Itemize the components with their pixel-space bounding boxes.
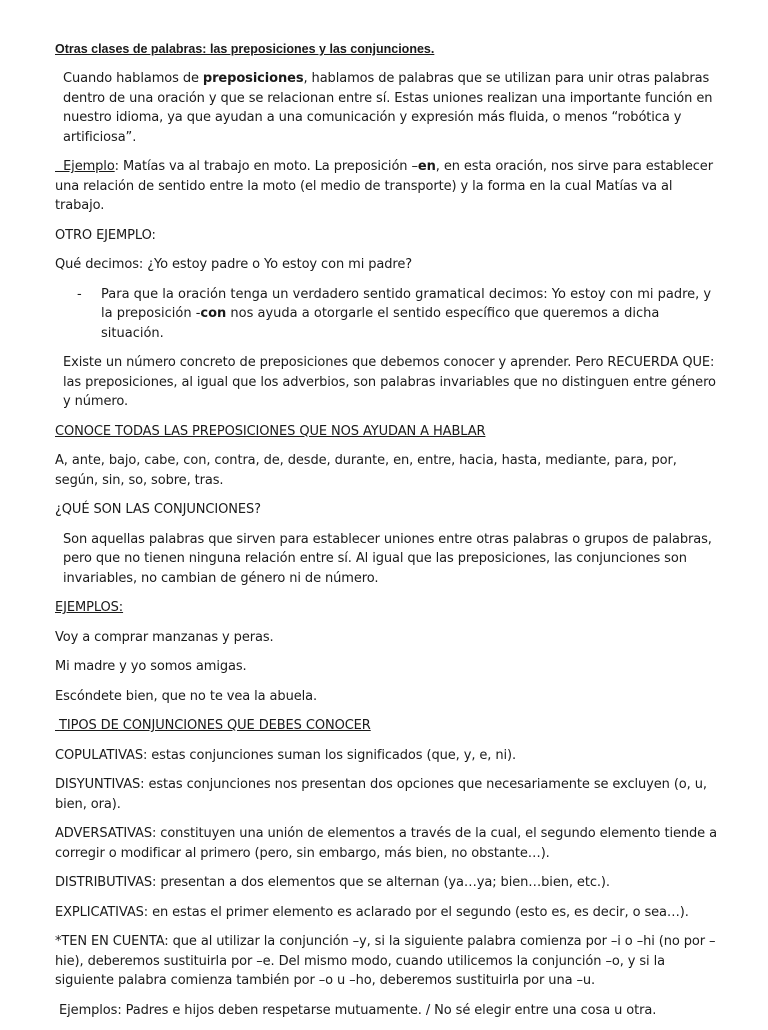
intro-text-pre: Cuando hablamos de <box>63 71 203 86</box>
note-paragraph: *TEN EN CUENTA: que al utilizar la conjunción –y, si la siguiente palabra comienza por –i o –hi (no por –hie), deberemos sustituirla por –e. Del mismo modo, cuando utilicemos la conjunción –o, y si la siguiente palabra comienza también por –o u –ho, deberemos sustituirla por una –u. <box>55 934 716 988</box>
heading-examples: EJEMPLOS: <box>55 600 124 615</box>
bullet-text-post: nos ayuda a otorgarle el sentido específico que queremos a dicha situación. <box>101 306 660 341</box>
type-item: COPULATIVAS: estas conjunciones suman los significados (que, y, e, ni). <box>55 747 516 763</box>
bullet-text-pre: Para que la oración tenga un verdadero sentido gramatical decimos: Yo estoy con mi padre, y la preposición - <box>101 286 712 321</box>
bullet-bold-term: con <box>200 306 227 321</box>
example1-text-pre: : Matías va al trabajo en moto. La preposición – <box>114 159 418 174</box>
example1-paragraph <box>55 157 720 216</box>
conjunctions-definition: Son aquellas palabras que sirven para establecer uniones entre otras palabras o grupos de palabras, pero que no tienen ninguna relación entre sí. Al igual que las preposiciones, las conjunciones son invariables, no cambian de género ni de número. <box>63 531 712 586</box>
type-item: DISYUNTIVAS: estas conjunciones nos presentan dos opciones que necesariamente se excluyen (o, u, bien, ora). <box>55 777 707 812</box>
heading-conjunctions: ¿QUÉ SON LAS CONJUNCIONES? <box>55 502 261 517</box>
example1-bold-term: en <box>417 159 436 174</box>
final-examples: Ejemplos: Padres e hijos deben respetarse mutuamente. / No sé elegir entre una cosa u otra. <box>55 1002 657 1018</box>
document-title: Otras clases de palabras: las preposiciones y las conjunciones. <box>55 42 435 56</box>
intro-paragraph <box>55 69 720 147</box>
type-item: ADVERSATIVAS: constituyen una unión de elementos a través de la cual, el segundo elemento tiende a corregir o modificar al primero (pero, sin embargo, más bien, no obstante…). <box>55 826 717 861</box>
example1-label: Ejemplo <box>55 159 115 174</box>
example-line: Mi madre y yo somos amigas. <box>55 659 247 674</box>
question-line: Qué decimos: ¿Yo estoy padre o Yo estoy con mi padre? <box>55 257 413 272</box>
bullet-mark: - <box>77 286 82 302</box>
example-line: Escóndete bien, que no te vea la abuela. <box>55 688 318 704</box>
intro-bold-term: preposiciones <box>202 71 304 86</box>
type-item: EXPLICATIVAS: en estas el primer elemento es aclarado por el segundo (esto es, es decir, o sea…). <box>55 904 689 920</box>
type-item: DISTRIBUTIVAS: presentan a dos elementos que se alternan (ya…ya; bien…bien, etc.). <box>55 875 610 890</box>
example1-text-post: , en esta oración, nos sirve para establecer una relación de sentido entre la moto (el medio de transporte) y la forma en la cual Matías va al trabajo. <box>55 159 713 213</box>
paragraph-number: Existe un número concreto de preposiciones que debemos conocer y aprender. Pero RECUERDA QUE: las preposiciones, al igual que los adverbios, son palabras invariables que no distinguen entre género y número. <box>63 355 716 409</box>
heading-types: TIPOS DE CONJUNCIONES QUE DEBES CONOCER <box>55 718 371 733</box>
heading-prepositions: CONOCE TODAS LAS PREPOSICIONES QUE NOS AYUDAN A HABLAR <box>55 423 486 439</box>
document-page <box>55 40 720 1030</box>
intro-text-post: , hablamos de palabras que se utilizan para unir otras palabras dentro de una oración y que se relacionan entre sí. Estas uniones realizan una importante función en nuestro idioma, ya que ayudan a una comunicación y expresión más fluida, o menos “robótica y artificiosa”. <box>63 71 713 145</box>
bullet-item <box>55 285 720 344</box>
prepositions-list: A, ante, bajo, cabe, con, contra, de, desde, durante, en, entre, hacia, hasta, mediante, para, por, según, sin, so, sobre, tras. <box>55 453 677 488</box>
example-line: Voy a comprar manzanas y peras. <box>55 629 274 645</box>
bullet-text <box>101 285 720 344</box>
otro-ejemplo-heading: OTRO EJEMPLO: <box>55 227 156 243</box>
